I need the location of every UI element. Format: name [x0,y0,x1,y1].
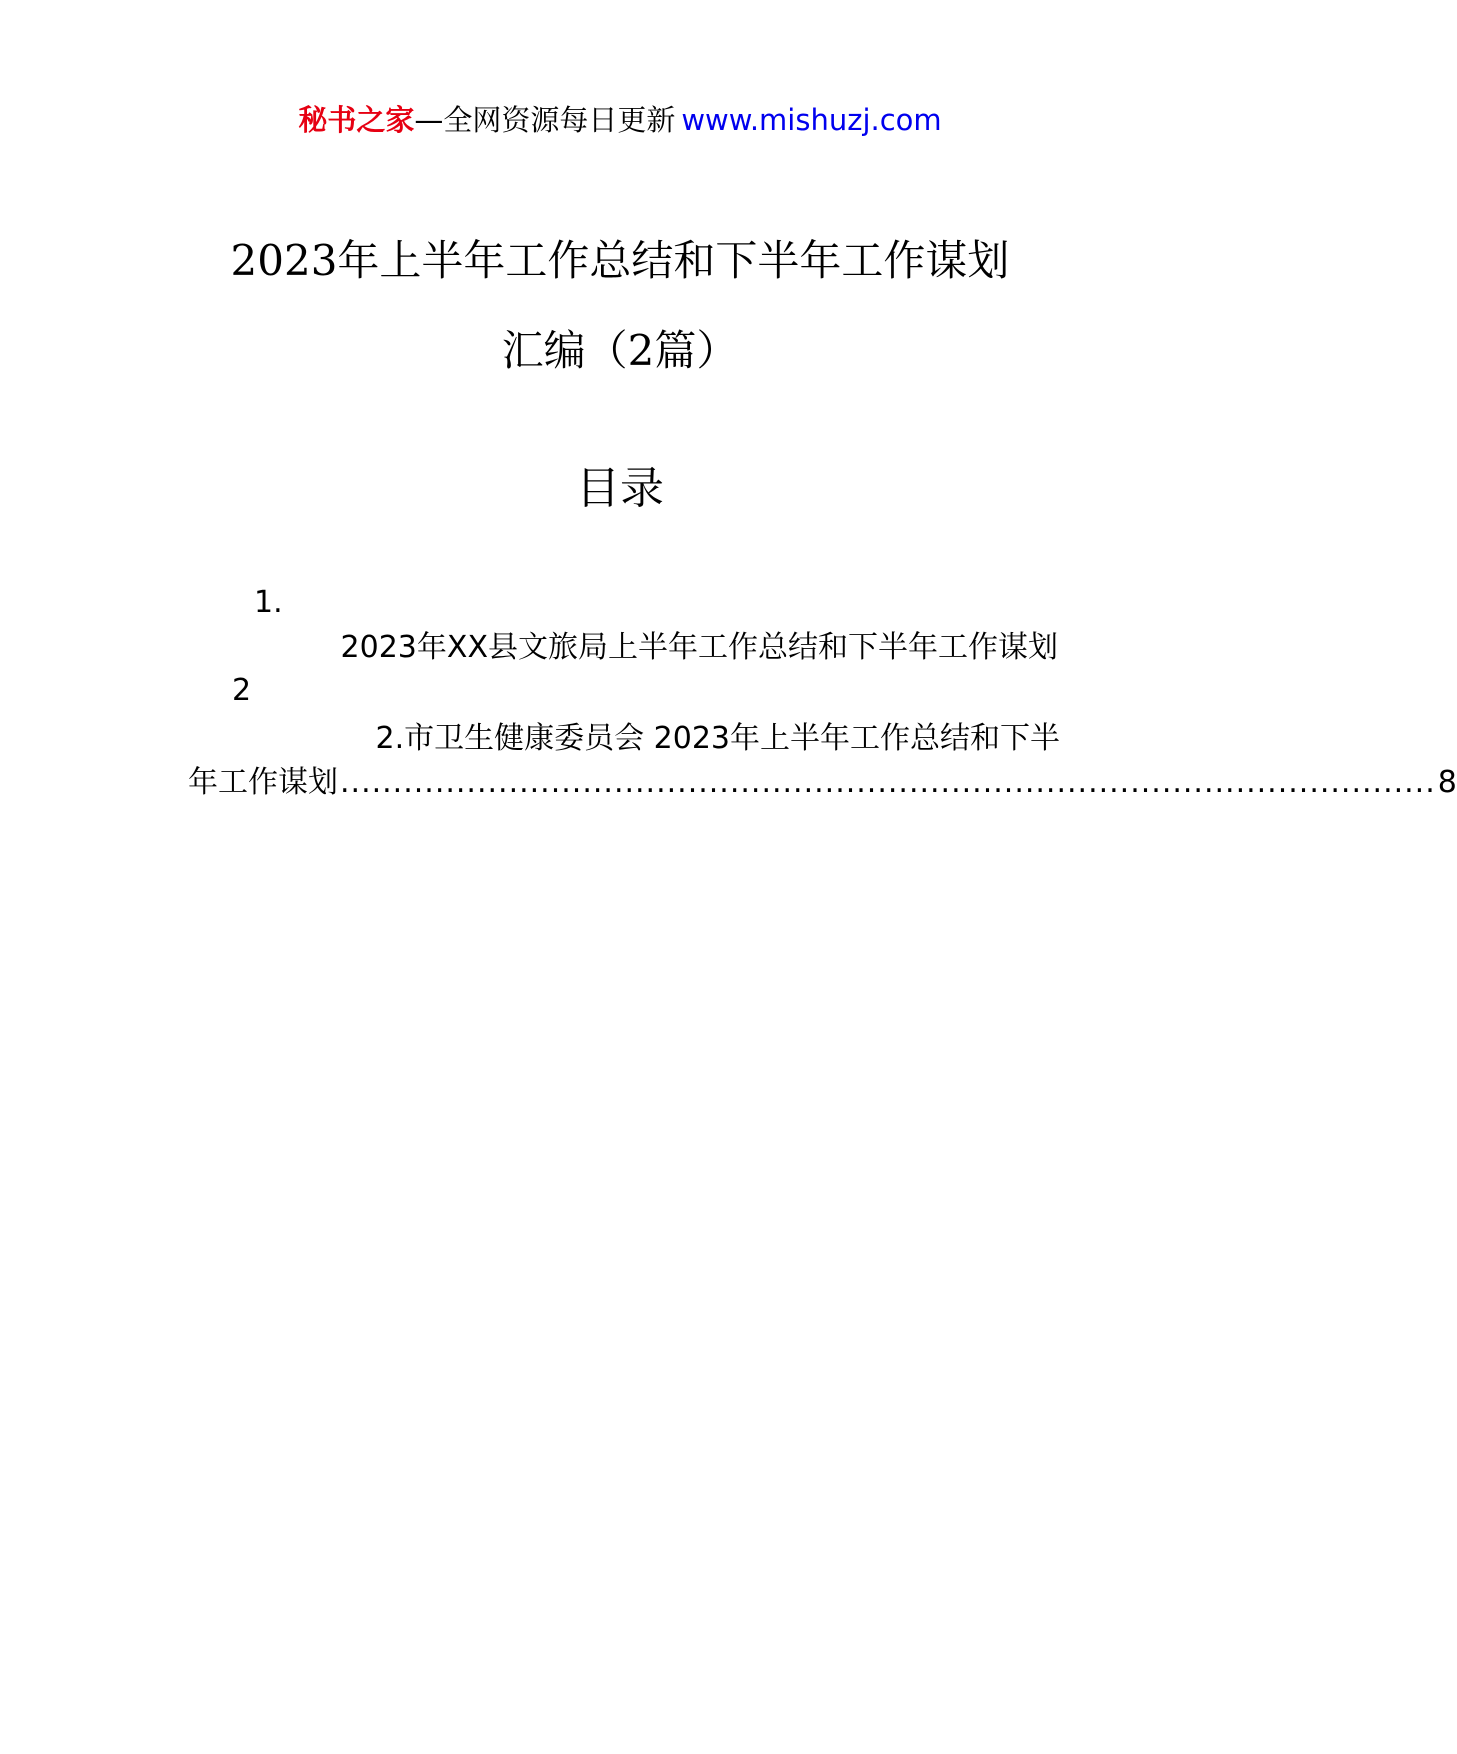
table-of-contents [188,0,1457,1754]
brand-name: 秘书之家 [298,103,415,137]
toc-entry-2-title-continued: 年工作谋划 [188,765,338,800]
toc-entry-2-dot-leader: ........................................................................................................ [340,765,1436,800]
document-title-line-2: 汇编（2篇） [501,326,739,375]
site-url-link[interactable]: www.mishuzj.com [681,103,942,137]
document-title-line-1: 2023年上半年工作总结和下半年工作谋划 [230,236,1010,285]
toc-entry-1-page[interactable]: 2 [232,673,252,708]
toc-entry-1-number[interactable]: 1. [254,585,283,620]
toc-entry-2-title-line-2[interactable] [188,760,1457,806]
toc-heading: 目录 [576,463,664,514]
toc-entry-2-page: 8 [1437,765,1457,800]
toc-entry-1-title[interactable]: 2023年XX县文旅局上半年工作总结和下半年工作谋划 [340,630,1058,665]
toc-entry-2-title-line-1[interactable]: 2.市卫生健康委员会 2023年上半年工作总结和下半 [375,721,1060,756]
site-tagline: —全网资源每日更新 [414,103,676,137]
